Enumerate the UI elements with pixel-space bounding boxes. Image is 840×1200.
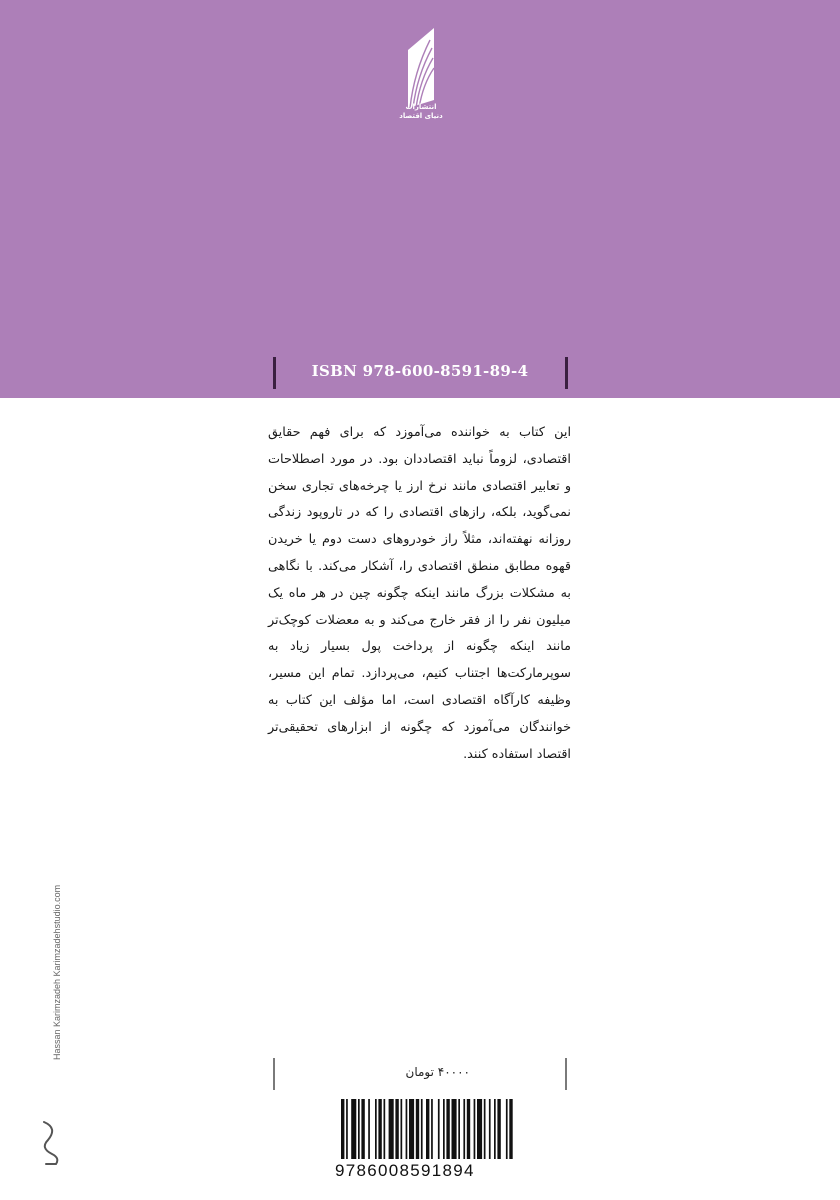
barcode-bar xyxy=(494,1099,496,1159)
barcode-bar xyxy=(467,1099,470,1159)
back-cover-blurb: این کتاب به خواننده می‌آموزد که برای فهم حقایق اقتصادی، لزوماً نباید اقتصاددان بود. در مورد اصطلاحات و تعابیر اقتصادی مانند نرخ ارز یا چرخه‌های تجاری سخن نمی‌گوید، بلکه، رازهای اقتصادی را که در تاروپود زندگی روزانه نهفته‌اند، مثلاً راز خودروهای دست دوم یا خریدن قهوه مطابق منطق اقتصادی را، آشکار می‌کند. با نگاهی به مشکلات بزرگ مانند اینکه چگونه چین در هر ماه یک میلیون نفر را از فقر خارج می‌کند و به معضلات کوچک‌تر مانند اینکه چگونه از پرداخت پول بسیار زیاد به سوپرمارکت‌ها اجتناب کنیم، می‌پردازد. تمام این مسیر، وظیفه کارآگاه اقتصادی است، اما مؤلف این کتاب به خوانندگان می‌آموزد که چگونه از ابزارهای تحقیقی‌تر اقتصاد استفاده کنند. xyxy=(268,425,571,762)
barcode-bar xyxy=(384,1099,386,1159)
isbn-text: ISBN 978-600-8591-89-4 xyxy=(311,362,529,380)
barcode-bar xyxy=(351,1099,356,1159)
barcode-bar xyxy=(395,1099,398,1159)
publisher-name-line1: انتشارات xyxy=(405,103,437,111)
barcode-bar xyxy=(452,1099,457,1159)
barcode-bar xyxy=(474,1099,476,1159)
barcode-bar xyxy=(346,1099,348,1159)
barcode-bar xyxy=(368,1099,370,1159)
barcode-bars xyxy=(341,1099,571,1159)
price-left-bar xyxy=(273,1058,275,1090)
price-right-bar xyxy=(565,1058,567,1090)
barcode-bar xyxy=(409,1099,414,1159)
designer-credit: Hassan Karimzadeh Karimzadehstudio.com xyxy=(52,884,62,1060)
barcode-bar xyxy=(463,1099,465,1159)
barcode-bar xyxy=(446,1099,449,1159)
price-text: ۴۰۰۰۰ تومان xyxy=(405,1065,470,1079)
barcode-bar xyxy=(497,1099,500,1159)
barcode-bar xyxy=(509,1099,512,1159)
isbn-right-bar xyxy=(565,357,568,389)
barcode-bar xyxy=(389,1099,394,1159)
barcode-bar xyxy=(375,1099,377,1159)
designer-signature-icon xyxy=(38,1118,66,1168)
publisher-name xyxy=(386,103,456,121)
barcode-bar xyxy=(458,1099,460,1159)
barcode-bar xyxy=(378,1099,381,1159)
barcode xyxy=(273,1099,567,1186)
barcode-bar xyxy=(506,1099,508,1159)
barcode-bar xyxy=(477,1099,482,1159)
barcode-bar xyxy=(489,1099,491,1159)
barcode-number: 9786008591894 xyxy=(335,1161,475,1180)
barcode-bar xyxy=(361,1099,364,1159)
barcode-bar xyxy=(443,1099,445,1159)
barcode-bar xyxy=(421,1099,423,1159)
barcode-bar xyxy=(406,1099,408,1159)
barcode-bar xyxy=(401,1099,403,1159)
barcode-bar xyxy=(426,1099,429,1159)
barcode-bar xyxy=(358,1099,360,1159)
publisher-name-line2: دنیای اقتصاد xyxy=(399,112,443,120)
barcode-bar xyxy=(341,1099,344,1159)
barcode-bar xyxy=(484,1099,486,1159)
barcode-bar xyxy=(416,1099,419,1159)
barcode-bar xyxy=(431,1099,433,1159)
isbn-left-bar xyxy=(273,357,276,389)
barcode-bar xyxy=(438,1099,440,1159)
